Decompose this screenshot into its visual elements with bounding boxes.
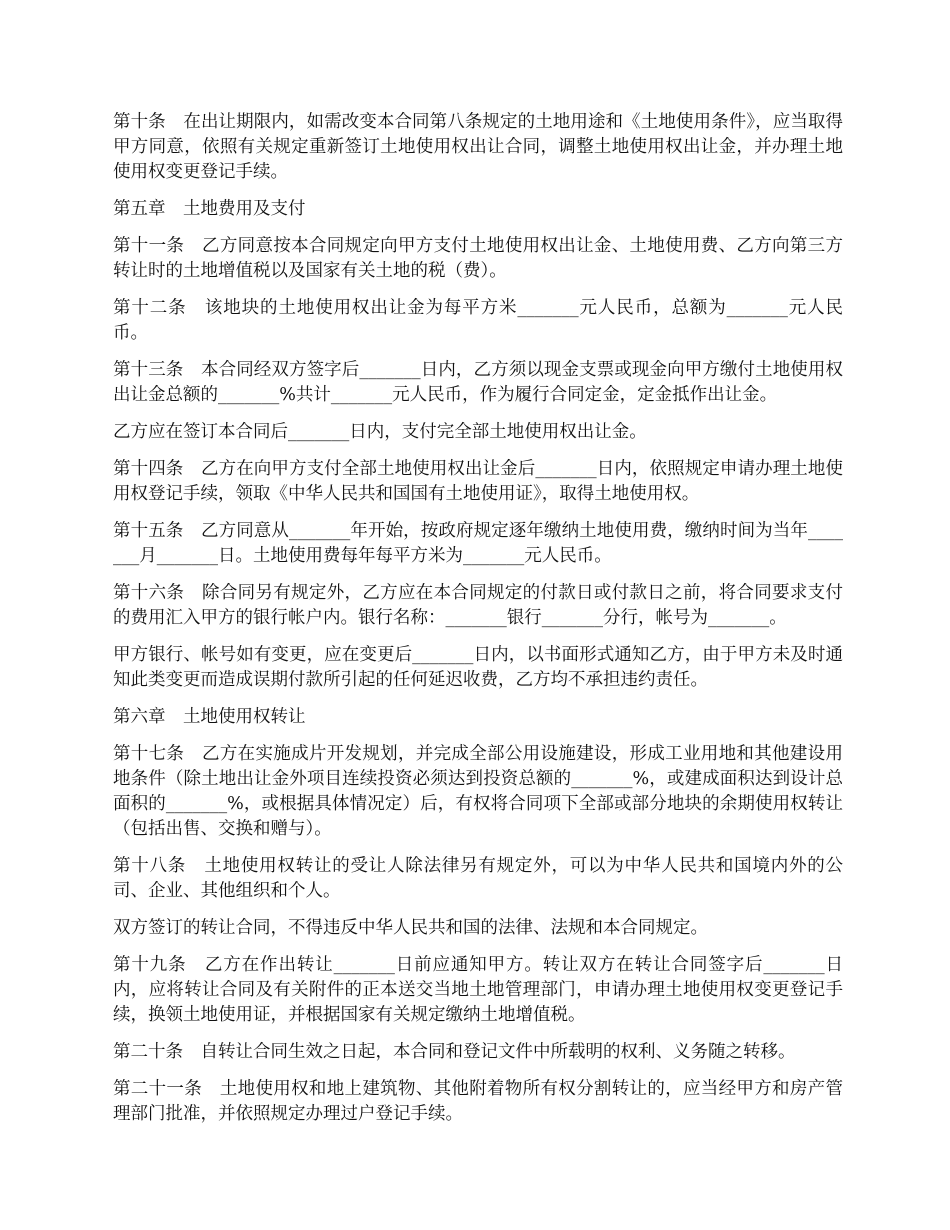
article-15: 第十五条 乙方同意从_______年开始，按政府规定逐年缴纳土地使用费，缴纳时间为当年_______月_______日。土地使用费每年每平方米为_______元人民币。 <box>113 521 843 566</box>
article-16-bank-change-clause: 甲方银行、帐号如有变更，应在变更后_______日内，以书面形式通知乙方，由于甲方未及时通知此类变更而造成误期付款所引起的任何延迟收费，乙方均不承担违约责任。 <box>113 645 843 690</box>
article-19: 第十九条 乙方在作出转让_______日前应通知甲方。转让双方在转让合同签字后_______日内，应将转让合同及有关附件的正本送交当地土地管理部门，申请办理土地使用权变更登记手续，换领土地使用证，并根据国家有关规定缴纳土地增值税。 <box>113 955 843 1025</box>
article-18-contract-clause: 双方签订的转让合同，不得违反中华人民共和国的法律、法规和本合同规定。 <box>113 918 708 938</box>
article-13: 第十三条 本合同经双方签字后_______日内，乙方须以现金支票或现金向甲方缴付土地使用权出让金总额的_______%共计_______元人民币，作为履行合同定金，定金抵作出让金。 <box>113 360 843 405</box>
article-18: 第十八条 土地使用权转让的受让人除法律另有规定外，可以为中华人民共和国境内外的公司、企业、其他组织和个人。 <box>113 856 843 901</box>
article-14: 第十四条 乙方在向甲方支付全部土地使用权出让金后_______日内，依照规定申请办理土地使用权登记手续，领取《中华人民共和国国有土地使用证》，取得土地使用权。 <box>113 459 843 504</box>
article-17: 第十七条 乙方在实施成片开发规划，并完成全部公用设施建设，形成工业用地和其他建设用地条件（除土地出让金外项目连续投资必须达到投资总额的_______%，或建成面积达到设计总面积的_______%，或根据具体情况定）后，有权将合同项下全部或部分地块的余期使用权转让（包括出售、交换和赠与）。 <box>113 744 843 839</box>
article-21: 第二十一条 土地使用权和地上建筑物、其他附着物所有权分割转让的，应当经甲方和房产管理部门批准，并依照规定办理过户登记手续。 <box>113 1079 843 1124</box>
article-11: 第十一条 乙方同意按本合同规定向甲方支付土地使用权出让金、土地使用费、乙方向第三方转让时的土地增值税以及国家有关土地的税（费）。 <box>113 236 843 281</box>
chapter-5-heading: 第五章 土地费用及支付 <box>113 199 306 219</box>
document-page <box>113 110 843 1139</box>
chapter-6-heading: 第六章 土地使用权转让 <box>113 707 306 727</box>
article-12: 第十二条 该地块的土地使用权出让金为每平方米_______元人民币，总额为_______元人民币。 <box>113 298 843 343</box>
article-13-payment-clause: 乙方应在签订本合同后_______日内，支付完全部土地使用权出让金。 <box>113 422 647 442</box>
article-16: 第十六条 除合同另有规定外，乙方应在本合同规定的付款日或付款日之前，将合同要求支付的费用汇入甲方的银行帐户内。银行名称：_______银行_______分行，帐号为_______。 <box>113 583 843 628</box>
article-20: 第二十条 自转让合同生效之日起，本合同和登记文件中所载明的权利、义务随之转移。 <box>113 1042 796 1062</box>
article-10: 第十条 在出让期限内，如需改变本合同第八条规定的土地用途和《土地使用条件》，应当取得甲方同意，依照有关规定重新签订土地使用权出让合同，调整土地使用权出让金，并办理土地使用权变更登记手续。 <box>113 112 843 182</box>
